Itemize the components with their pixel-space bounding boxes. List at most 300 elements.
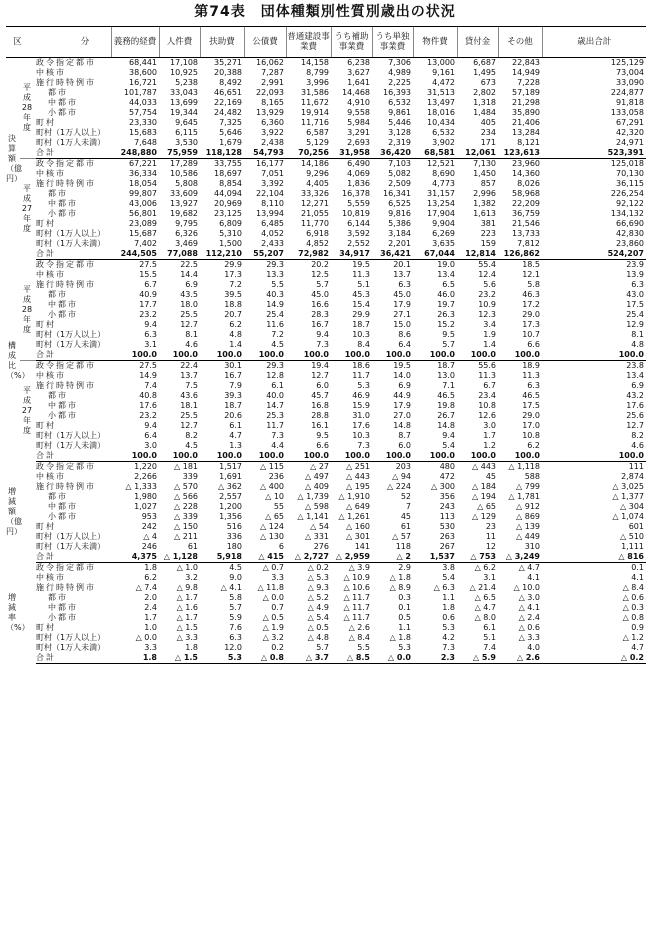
table-cell: △ 4.7 bbox=[498, 563, 542, 574]
table-cell: 36,421 bbox=[372, 249, 413, 260]
table-cell: 43.2 bbox=[626, 391, 644, 400]
row-label: 中都市 bbox=[48, 603, 78, 612]
table-cell: 66,690 bbox=[616, 219, 644, 228]
table-cell: 118,128 bbox=[200, 148, 244, 159]
row-label: 町村 bbox=[36, 421, 56, 430]
table-cell: △ 7.4 bbox=[135, 583, 157, 592]
table-cell: △ 443 bbox=[457, 462, 498, 473]
table-cell: 17,904 bbox=[427, 209, 455, 218]
table-cell: 16.7 bbox=[311, 320, 329, 329]
table-cell: 4,852 bbox=[306, 239, 329, 248]
table-cell: 25.3 bbox=[266, 411, 284, 420]
row-label: 町村（1万人以上） bbox=[36, 128, 106, 137]
table-cell: 11.6 bbox=[266, 320, 284, 329]
table-cell: 67,221 bbox=[111, 159, 159, 170]
table-cell: 8,799 bbox=[306, 68, 329, 77]
table-cell: 4.1 bbox=[631, 573, 644, 582]
table-cell: 100.0 bbox=[331, 451, 372, 462]
table-cell: 5.3 bbox=[357, 381, 370, 390]
table-cell: 9.4 bbox=[144, 421, 157, 430]
table-cell: 100.0 bbox=[200, 350, 244, 361]
table-row bbox=[6, 189, 646, 199]
table-cell: 16,721 bbox=[129, 78, 157, 87]
table-cell: 12,271 bbox=[301, 199, 329, 208]
table-row bbox=[6, 482, 646, 492]
table-cell: 5.7 bbox=[316, 643, 329, 652]
table-cell: 6.3 bbox=[631, 280, 644, 289]
table-cell: △ 10.6 bbox=[343, 583, 370, 592]
table-cell: 4.5 bbox=[200, 563, 244, 574]
table-cell: △ 115 bbox=[244, 462, 286, 473]
table-cell: 3.1 bbox=[483, 573, 496, 582]
table-cell: 40.9 bbox=[139, 290, 157, 299]
table-cell: 19.5 bbox=[331, 260, 372, 271]
table-row bbox=[6, 361, 646, 372]
table-cell: 113 bbox=[439, 512, 455, 521]
table-cell: 56,801 bbox=[129, 209, 157, 218]
table-cell: 3,922 bbox=[261, 128, 284, 137]
table-cell: 9.5 bbox=[442, 330, 455, 339]
header-row bbox=[6, 27, 646, 58]
table-row bbox=[6, 219, 646, 229]
row-label: 政令指定都市 bbox=[36, 462, 111, 473]
table-cell: 16.7 bbox=[224, 371, 242, 380]
table-cell: 1,641 bbox=[347, 78, 370, 87]
table-cell: 36,759 bbox=[512, 209, 540, 218]
table-cell: 100.0 bbox=[244, 350, 286, 361]
table-cell: 6.3 bbox=[229, 633, 242, 642]
table-cell: △ 57 bbox=[392, 532, 411, 541]
table-cell: 7.2 bbox=[271, 330, 284, 339]
table-cell: 12.8 bbox=[266, 371, 284, 380]
table-cell: 31.0 bbox=[352, 411, 370, 420]
table-cell: 8,165 bbox=[261, 98, 284, 107]
table-cell: 23,125 bbox=[214, 209, 242, 218]
table-cell: 857 bbox=[480, 179, 496, 188]
table-cell: 2,266 bbox=[134, 472, 157, 481]
table-cell: 100.0 bbox=[542, 451, 646, 462]
table-cell: △ 415 bbox=[244, 552, 286, 563]
row-label: 中核市 bbox=[36, 371, 66, 380]
table-cell: 18.7 bbox=[224, 401, 242, 410]
table-cell: 13,497 bbox=[427, 98, 455, 107]
table-cell: 6,360 bbox=[261, 118, 284, 127]
table-cell: 34,917 bbox=[331, 249, 372, 260]
table-cell: 6.3 bbox=[398, 280, 411, 289]
table-cell: 336 bbox=[226, 532, 242, 541]
table-cell: △ 6.5 bbox=[474, 593, 496, 602]
section-category bbox=[6, 462, 20, 563]
table-cell: 23.2 bbox=[478, 290, 496, 299]
table-cell: 22,104 bbox=[256, 189, 284, 198]
table-cell: 19.8 bbox=[437, 401, 455, 410]
table-cell: 38,600 bbox=[129, 68, 157, 77]
table-cell: △ 566 bbox=[174, 492, 198, 501]
table-cell: 0.5 bbox=[398, 613, 411, 622]
table-cell: 2,557 bbox=[219, 492, 242, 501]
table-cell: △ 2.4 bbox=[518, 613, 540, 622]
table-cell: 234 bbox=[480, 128, 496, 137]
table-cell: △ 0.5 bbox=[262, 613, 284, 622]
table-cell: △ 2,727 bbox=[286, 552, 331, 563]
row-label: 町村（1万人未満） bbox=[36, 239, 106, 248]
table-cell: 381 bbox=[480, 219, 496, 228]
table-cell: 3,291 bbox=[347, 128, 370, 137]
table-cell: 30.1 bbox=[200, 361, 244, 372]
table-cell: 4,773 bbox=[432, 179, 455, 188]
table-cell: 1.8 bbox=[111, 653, 159, 664]
table-cell: 31,586 bbox=[301, 88, 329, 97]
table-cell: 12.6 bbox=[478, 411, 496, 420]
table-cell: 45 bbox=[400, 512, 411, 521]
table-cell: 339 bbox=[182, 472, 198, 481]
table-cell: 100.0 bbox=[111, 350, 159, 361]
table-cell: 9,161 bbox=[432, 68, 455, 77]
table-cell: △ 0.0 bbox=[262, 593, 284, 602]
table-cell: 6.2 bbox=[229, 320, 242, 329]
table-cell: 6.9 bbox=[185, 280, 198, 289]
table-row bbox=[6, 239, 646, 249]
table-cell: 1,220 bbox=[111, 462, 159, 473]
table-cell: 8.4 bbox=[357, 340, 370, 349]
table-cell: 23,089 bbox=[129, 219, 157, 228]
table-cell: 25.5 bbox=[180, 411, 198, 420]
table-cell: 263 bbox=[439, 532, 455, 541]
table-cell: 17.9 bbox=[393, 300, 411, 309]
block-year bbox=[20, 159, 36, 260]
table-row bbox=[6, 583, 646, 593]
table-cell: 12.7 bbox=[180, 320, 198, 329]
block-year bbox=[20, 260, 36, 361]
table-cell: △ 4.9 bbox=[307, 603, 329, 612]
table-cell: 44,094 bbox=[214, 189, 242, 198]
table-cell: 19.5 bbox=[372, 361, 413, 372]
header-col: うち補助事業費 bbox=[331, 27, 372, 58]
table-cell: 112,210 bbox=[200, 249, 244, 260]
header-col: 物件費 bbox=[413, 27, 457, 58]
section-category-label: 決算額（億円） bbox=[6, 133, 22, 183]
table-cell: 4,052 bbox=[261, 229, 284, 238]
table-cell: 17,108 bbox=[159, 58, 200, 69]
table-row bbox=[6, 563, 646, 574]
table-title: 第74表 団体種類別性質別歳出の状況 bbox=[194, 4, 456, 20]
table-cell: 3,627 bbox=[347, 68, 370, 77]
table-cell: 11,770 bbox=[301, 219, 329, 228]
row-label: 町村（1万人以上） bbox=[36, 431, 106, 440]
table-cell: 6,115 bbox=[175, 128, 198, 137]
table-cell: 1,382 bbox=[473, 199, 496, 208]
table-cell: 6.3 bbox=[144, 330, 157, 339]
table-row bbox=[6, 209, 646, 219]
table-cell: 111 bbox=[542, 462, 646, 473]
table-cell: 13,699 bbox=[170, 98, 198, 107]
table-cell: 4,375 bbox=[111, 552, 159, 563]
table-cell: 4.8 bbox=[229, 330, 242, 339]
table-cell: 11.3 bbox=[522, 371, 540, 380]
table-cell: 5,238 bbox=[175, 78, 198, 87]
table-cell: 9,558 bbox=[347, 108, 370, 117]
table-cell: 24,971 bbox=[616, 138, 644, 147]
table-cell: 5.7 bbox=[442, 340, 455, 349]
table-cell: 8,690 bbox=[432, 169, 455, 178]
table-cell: 4,989 bbox=[388, 68, 411, 77]
table-cell: 3.1 bbox=[144, 340, 157, 349]
table-cell: 25.4 bbox=[266, 310, 284, 319]
table-cell: 1,980 bbox=[134, 492, 157, 501]
table-cell: 14,949 bbox=[512, 68, 540, 77]
table-cell: 6,687 bbox=[457, 58, 498, 69]
table-cell: 7.9 bbox=[229, 381, 242, 390]
table-cell: 6,269 bbox=[432, 229, 455, 238]
header-col: 扶助費 bbox=[200, 27, 244, 58]
row-label: 政令指定都市 bbox=[36, 563, 111, 574]
table-cell: 16,393 bbox=[383, 88, 411, 97]
row-label: 合計 bbox=[36, 350, 111, 361]
table-cell: 1,613 bbox=[473, 209, 496, 218]
table-cell: 7,130 bbox=[457, 159, 498, 170]
table-cell: 953 bbox=[141, 512, 157, 521]
table-cell: 5.5 bbox=[271, 280, 284, 289]
table-cell: △ 912 bbox=[516, 502, 540, 511]
table-cell: 2.0 bbox=[144, 593, 157, 602]
table-cell: 70,256 bbox=[286, 148, 331, 159]
row-label: 中核市 bbox=[36, 472, 66, 481]
table-cell: △ 1.5 bbox=[159, 653, 200, 664]
table-cell: 18,054 bbox=[129, 179, 157, 188]
table-cell: △ 869 bbox=[516, 512, 540, 521]
table-cell: 5.7 bbox=[229, 603, 242, 612]
table-cell: 1.7 bbox=[483, 431, 496, 440]
table-cell: 7,287 bbox=[261, 68, 284, 77]
row-label: 町村 bbox=[36, 320, 56, 329]
table-cell: 0.9 bbox=[631, 623, 644, 632]
table-row bbox=[6, 68, 646, 78]
table-cell: 2,438 bbox=[261, 138, 284, 147]
table-cell: 100.0 bbox=[498, 350, 542, 361]
table-cell: 0.1 bbox=[398, 603, 411, 612]
table-cell: △ 1.8 bbox=[389, 633, 411, 642]
table-row bbox=[6, 391, 646, 401]
table-cell: 3.3 bbox=[271, 573, 284, 582]
table-cell: 5,984 bbox=[347, 118, 370, 127]
table-cell: 9,904 bbox=[432, 219, 455, 228]
table-cell: 12.3 bbox=[478, 310, 496, 319]
table-cell: 7,325 bbox=[219, 118, 242, 127]
table-cell: 8.1 bbox=[185, 330, 198, 339]
table-cell: 7.5 bbox=[185, 381, 198, 390]
table-cell: 5.3 bbox=[442, 623, 455, 632]
table-cell: 7.3 bbox=[357, 441, 370, 450]
row-label: 町村 bbox=[36, 623, 56, 632]
table-cell: 44,033 bbox=[129, 98, 157, 107]
table-cell: 100.0 bbox=[159, 451, 200, 462]
table-row bbox=[6, 118, 646, 128]
row-label: 中都市 bbox=[48, 300, 78, 309]
table-cell: 5.1 bbox=[483, 633, 496, 642]
table-cell: 19,344 bbox=[170, 108, 198, 117]
table-cell: 7,051 bbox=[261, 169, 284, 178]
table-cell: 17.7 bbox=[139, 300, 157, 309]
row-label: 小都市 bbox=[48, 108, 78, 117]
table-row bbox=[6, 462, 646, 473]
block-year bbox=[20, 563, 36, 664]
block-year-label: 平成27年度 bbox=[21, 184, 33, 234]
table-cell: 67,044 bbox=[413, 249, 457, 260]
table-cell: 17,289 bbox=[159, 159, 200, 170]
table-cell: 25.5 bbox=[180, 310, 198, 319]
table-cell: △ 3.7 bbox=[286, 653, 331, 664]
table-cell: 7,812 bbox=[517, 239, 540, 248]
table-cell: 5.1 bbox=[357, 280, 370, 289]
table-cell: 276 bbox=[313, 542, 329, 551]
table-cell: 33,090 bbox=[616, 78, 644, 87]
table-row bbox=[6, 492, 646, 502]
row-label: 合計 bbox=[36, 552, 111, 563]
table-cell: 5.5 bbox=[357, 643, 370, 652]
table-cell: △ 300 bbox=[431, 482, 455, 491]
table-cell: 14,468 bbox=[342, 88, 370, 97]
table-cell: 3,128 bbox=[388, 128, 411, 137]
table-cell: 23.8 bbox=[542, 361, 646, 372]
table-cell: △ 497 bbox=[305, 472, 329, 481]
row-label: 中都市 bbox=[48, 401, 78, 410]
table-cell: 4.1 bbox=[527, 573, 540, 582]
table-row bbox=[6, 633, 646, 643]
table-cell: 19.0 bbox=[413, 260, 457, 271]
table-cell: △ 11.7 bbox=[343, 613, 370, 622]
table-cell: △ 27 bbox=[286, 462, 331, 473]
table-cell: 8.2 bbox=[631, 431, 644, 440]
table-cell: 7,228 bbox=[517, 78, 540, 87]
table-cell: 6,918 bbox=[306, 229, 329, 238]
table-cell: 23,330 bbox=[129, 118, 157, 127]
table-cell: 26.7 bbox=[437, 411, 455, 420]
table-cell: 15.4 bbox=[352, 300, 370, 309]
table-cell: 1,517 bbox=[200, 462, 244, 473]
table-cell: 601 bbox=[628, 522, 644, 531]
table-cell: △ 443 bbox=[346, 472, 370, 481]
table-cell: △ 400 bbox=[260, 482, 284, 491]
row-label: 施行時特例市 bbox=[36, 179, 96, 188]
row-label: 小都市 bbox=[48, 209, 78, 218]
table-cell: △ 409 bbox=[305, 482, 329, 491]
table-row bbox=[6, 179, 646, 189]
table-cell: 9,795 bbox=[175, 219, 198, 228]
table-cell: 18.1 bbox=[180, 401, 198, 410]
table-cell: 18.8 bbox=[224, 300, 242, 309]
table-cell: 31,513 bbox=[427, 88, 455, 97]
table-cell: 5,129 bbox=[306, 138, 329, 147]
table-cell: △ 6.2 bbox=[457, 563, 498, 574]
table-cell: 11.7 bbox=[352, 371, 370, 380]
table-cell: 15.9 bbox=[352, 401, 370, 410]
table-cell: △ 2.6 bbox=[498, 653, 542, 664]
table-cell: 12,814 bbox=[457, 249, 498, 260]
table-cell: 18.7 bbox=[352, 320, 370, 329]
table-cell: 4.4 bbox=[271, 441, 284, 450]
table-cell: 14.8 bbox=[437, 421, 455, 430]
table-row bbox=[6, 229, 646, 239]
table-cell: 20.2 bbox=[286, 260, 331, 271]
table-cell: △ 3.3 bbox=[176, 633, 198, 642]
table-cell: 4,910 bbox=[347, 98, 370, 107]
table-cell: 100.0 bbox=[286, 451, 331, 462]
table-cell: 72,982 bbox=[286, 249, 331, 260]
table-cell: △ 0.8 bbox=[622, 613, 644, 622]
table-cell: 1,537 bbox=[413, 552, 457, 563]
table-cell: 5.4 bbox=[442, 573, 455, 582]
table-cell: 1,356 bbox=[219, 512, 242, 521]
table-cell: 1,200 bbox=[219, 502, 242, 511]
table-cell: 13.4 bbox=[626, 371, 644, 380]
table-cell: 17.6 bbox=[139, 401, 157, 410]
row-label: 小都市 bbox=[48, 512, 78, 521]
table-cell: 27.0 bbox=[393, 411, 411, 420]
table-cell: 6.9 bbox=[631, 381, 644, 390]
table-cell: 673 bbox=[480, 78, 496, 87]
table-cell: 126,862 bbox=[498, 249, 542, 260]
table-cell: 6,525 bbox=[388, 199, 411, 208]
table-cell: 100.0 bbox=[372, 451, 413, 462]
table-row bbox=[6, 532, 646, 542]
row-label: 都市 bbox=[48, 189, 68, 198]
table-cell: 6 bbox=[278, 542, 284, 551]
table-cell: △ 1,261 bbox=[338, 512, 370, 521]
table-cell: 472 bbox=[439, 472, 455, 481]
table-cell: △ 362 bbox=[218, 482, 242, 491]
table-cell: 100.0 bbox=[159, 350, 200, 361]
table-cell: 224,877 bbox=[610, 88, 644, 97]
table-cell: 12.5 bbox=[311, 270, 329, 279]
table-row bbox=[6, 451, 646, 462]
table-cell: △ 1.8 bbox=[389, 573, 411, 582]
table-cell: 31,958 bbox=[331, 148, 372, 159]
table-row bbox=[6, 320, 646, 330]
table-cell: △ 11.7 bbox=[343, 603, 370, 612]
table-cell: 39.3 bbox=[224, 391, 242, 400]
table-row bbox=[6, 472, 646, 482]
row-label: 合計 bbox=[36, 148, 111, 159]
table-cell: 25.6 bbox=[626, 411, 644, 420]
table-cell: 223 bbox=[480, 229, 496, 238]
table-cell: 12.1 bbox=[522, 270, 540, 279]
table-cell: △ 21.4 bbox=[469, 583, 496, 592]
table-cell: 45.0 bbox=[311, 290, 329, 299]
table-cell: 42,320 bbox=[616, 128, 644, 137]
table-cell: 45.0 bbox=[393, 290, 411, 299]
table-cell: 100.0 bbox=[200, 451, 244, 462]
table-cell: △ 3.9 bbox=[331, 563, 372, 574]
table-cell: △ 0.6 bbox=[622, 593, 644, 602]
table-cell: △ 54 bbox=[310, 522, 329, 531]
table-cell: 7.3 bbox=[442, 643, 455, 652]
table-cell: 243 bbox=[439, 502, 455, 511]
table-cell: 5,559 bbox=[347, 199, 370, 208]
table-cell: 3.0 bbox=[144, 441, 157, 450]
table-cell: 10.7 bbox=[522, 330, 540, 339]
table-cell: 3.3 bbox=[144, 643, 157, 652]
table-cell: 36,420 bbox=[372, 148, 413, 159]
table-cell: 13,733 bbox=[512, 229, 540, 238]
table-cell: △ 304 bbox=[620, 502, 644, 511]
table-cell: 9,816 bbox=[388, 209, 411, 218]
table-cell: △ 0.0 bbox=[372, 653, 413, 664]
table-cell: 42,830 bbox=[616, 229, 644, 238]
row-label: 小都市 bbox=[48, 411, 78, 420]
table-cell: 43,006 bbox=[129, 199, 157, 208]
table-cell: 19.4 bbox=[286, 361, 331, 372]
table-cell: 523,391 bbox=[542, 148, 646, 159]
